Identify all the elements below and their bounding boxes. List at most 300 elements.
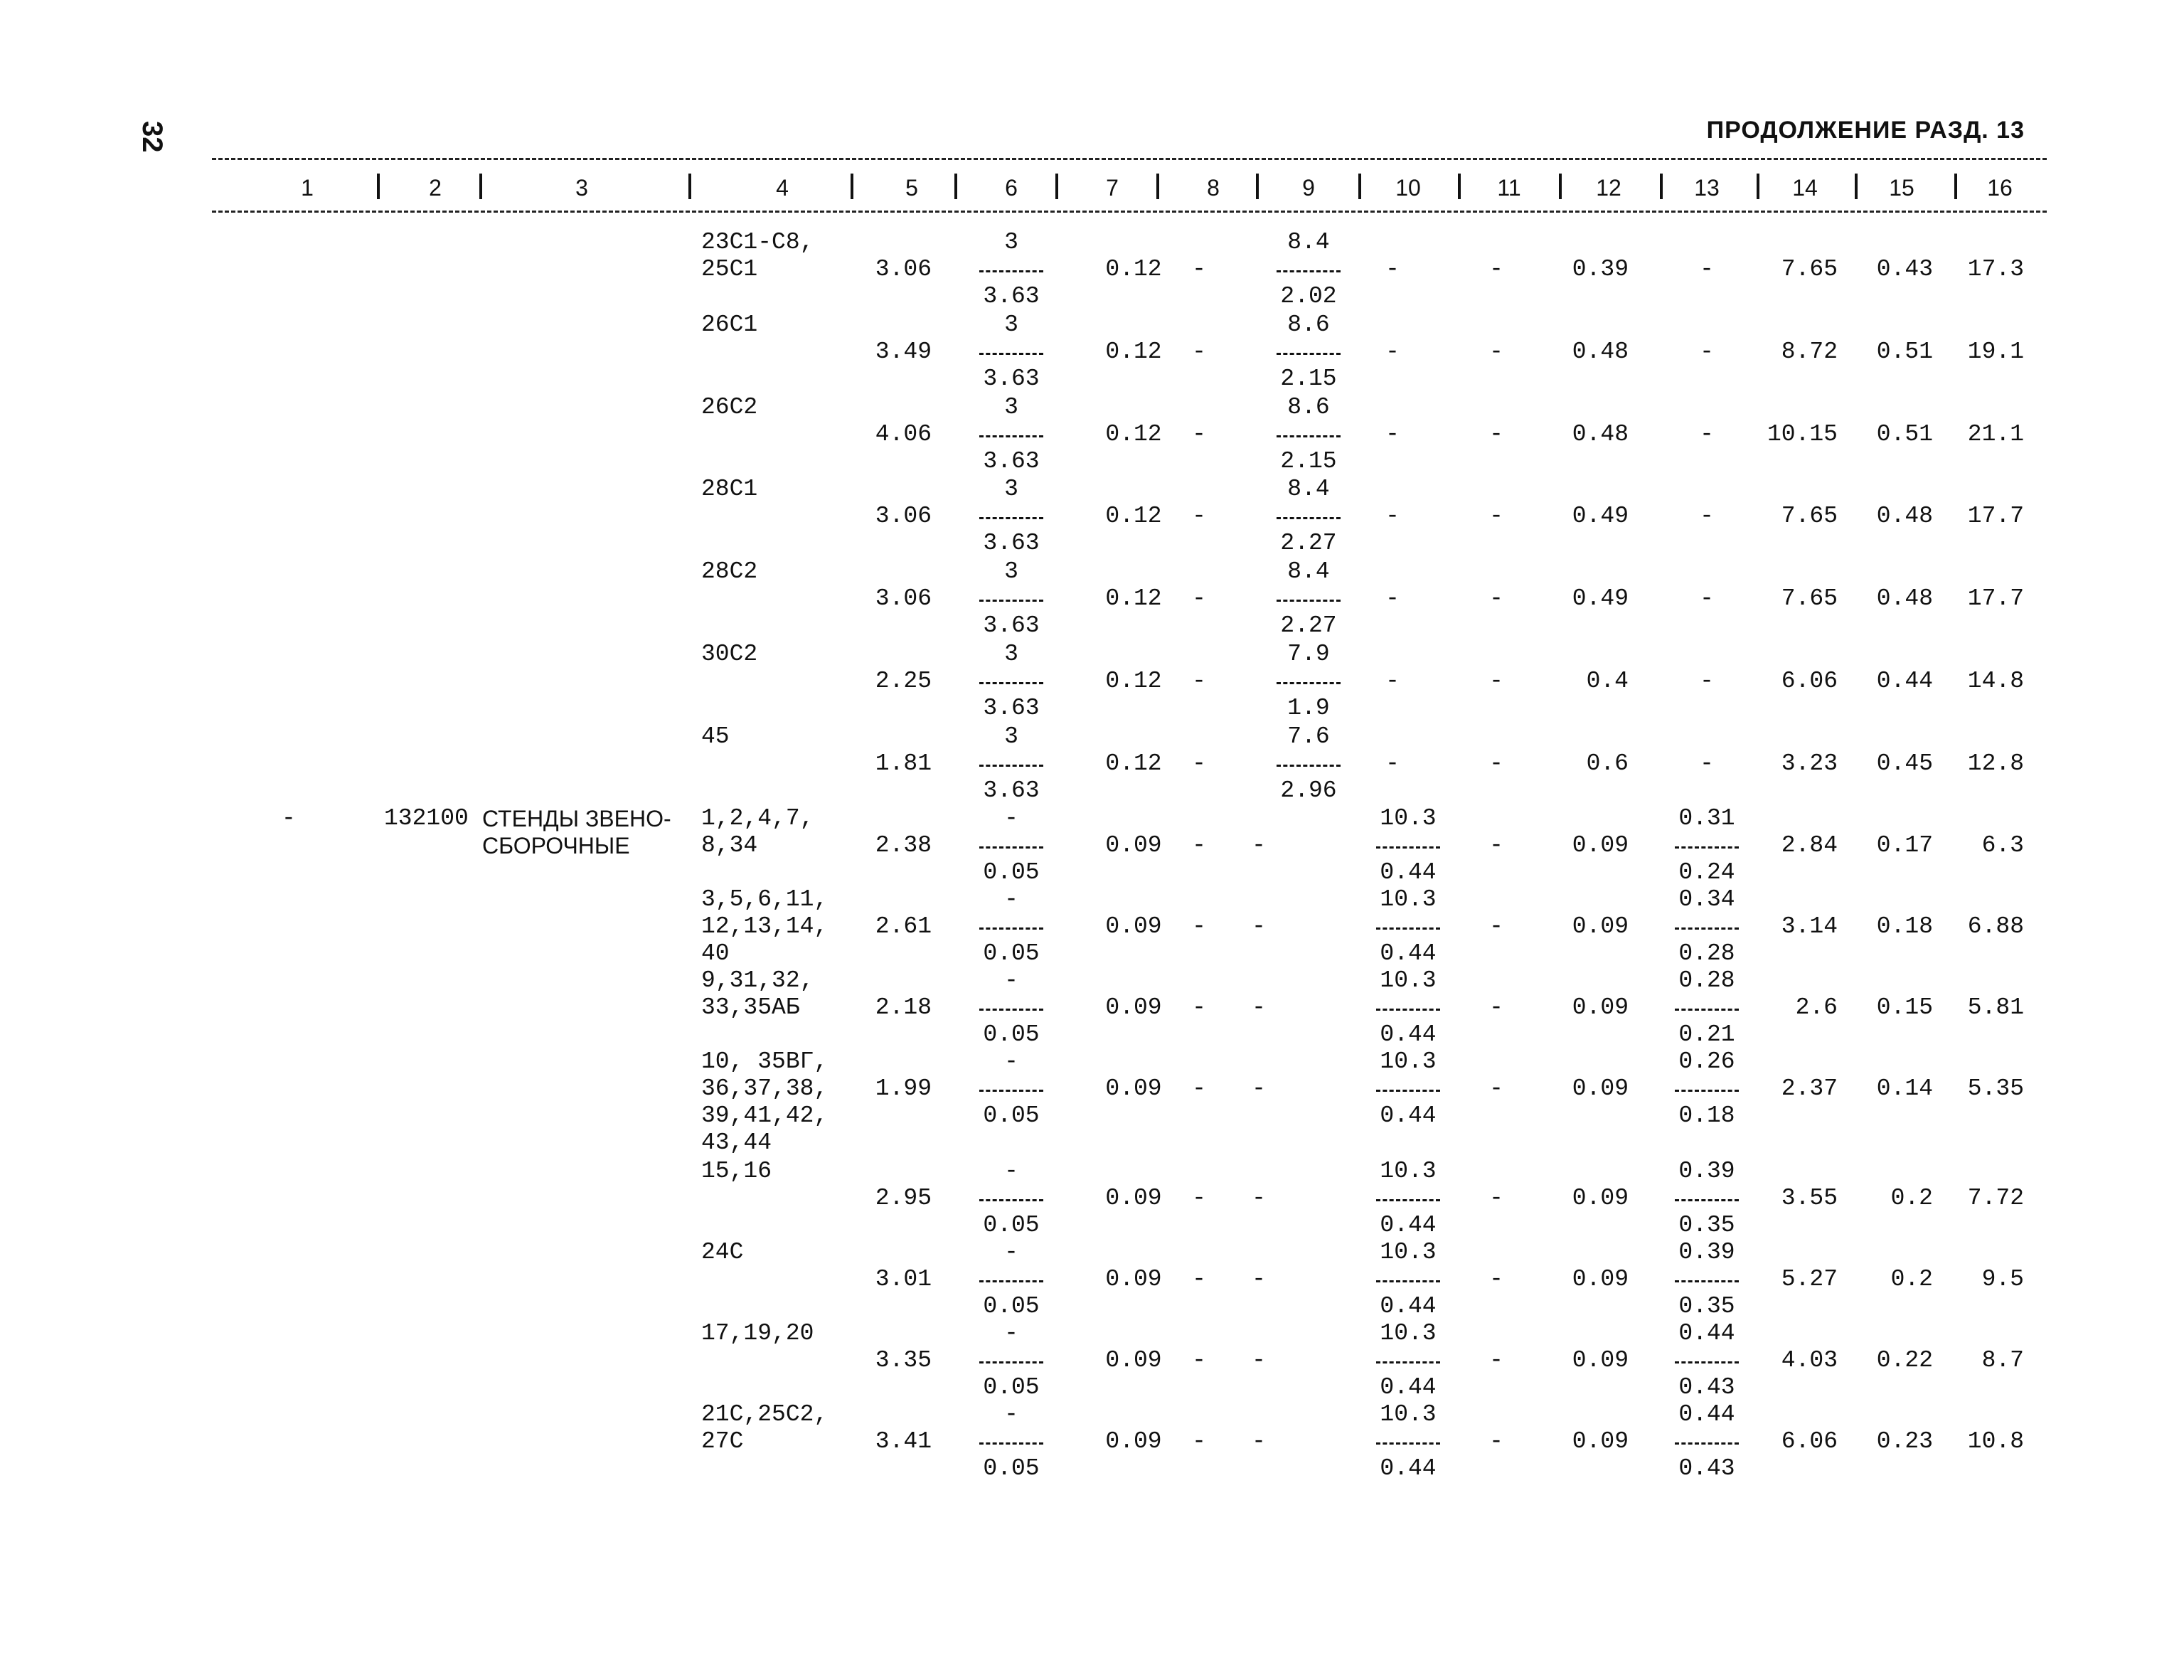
cell-col12: 0.09 — [1572, 994, 1629, 1021]
cell-col9-fraction — [1262, 723, 1355, 804]
cell-col10-fraction-bar — [1362, 994, 1454, 1021]
cell-col8: - — [1192, 420, 1206, 447]
cell-col7: 0.12 — [1105, 256, 1162, 282]
cell-col9-fraction-denominator: 2.02 — [1280, 283, 1337, 309]
cell-col6-fraction — [965, 1401, 1058, 1482]
cell-col9-fraction — [1262, 476, 1355, 557]
cell-col13: - — [1700, 256, 1714, 282]
column-header-1: 1 — [301, 175, 314, 201]
cell-col4: 21С,25С2, — [701, 1401, 829, 1428]
cell-col6-fraction-bar — [965, 832, 1058, 859]
cell-col6-fraction-bar — [965, 750, 1058, 777]
cell-col8: - — [1192, 832, 1206, 858]
cell-col6-fraction-numerator: - — [1004, 1401, 1018, 1428]
cell-col13: - — [1700, 503, 1714, 530]
cell-col6-fraction-numerator: - — [1004, 1048, 1018, 1075]
cell-col10-fraction-denominator: 0.44 — [1380, 1212, 1437, 1238]
cell-col6-fraction-bar — [965, 585, 1058, 612]
cell-col5: 2.95 — [875, 1185, 932, 1211]
cell-col10-fraction-denominator: 0.44 — [1380, 1102, 1437, 1129]
cell-col4: 40 — [701, 940, 730, 967]
cell-col6-fraction-numerator: - — [1004, 1320, 1018, 1346]
cell-col13-fraction-numerator: 0.44 — [1678, 1401, 1735, 1428]
cell-col10-fraction — [1362, 805, 1454, 886]
cell-col10-fraction-bar — [1362, 1075, 1454, 1102]
section-title: ПРОДОЛЖЕНИЕ РАЗД. 13 — [1706, 117, 2025, 144]
cell-col15: 0.51 — [1876, 420, 1933, 447]
cell-col10-fraction — [1362, 886, 1454, 967]
cell-col3-name: СТЕНДЫ ЗВЕНО- — [482, 806, 671, 831]
cell-col10-fraction — [1362, 1158, 1454, 1239]
cell-col4: 12,13,14, — [701, 913, 829, 940]
cell-col10-fraction — [1362, 1048, 1454, 1129]
cell-col10-fraction-numerator: 10.3 — [1380, 1239, 1437, 1265]
cell-col6-fraction-denominator: 3.63 — [983, 365, 1040, 392]
cell-col9-fraction-numerator: 8.4 — [1287, 476, 1330, 503]
cell-col6-fraction-numerator: - — [1004, 1158, 1018, 1184]
cell-col6-fraction-denominator: 0.05 — [983, 1374, 1040, 1400]
cell-col6-fraction-numerator: 3 — [1004, 723, 1018, 750]
cell-col4: 23С1-С8, — [701, 229, 814, 255]
cell-col10-fraction — [1362, 1401, 1454, 1482]
cell-col3-name: СБОРОЧНЫЕ — [482, 833, 630, 858]
cell-col12: 0.4 — [1586, 668, 1629, 694]
cell-col6-fraction — [965, 1320, 1058, 1401]
cell-col10-fraction-numerator: 10.3 — [1380, 1158, 1437, 1184]
column-header-16: 16 — [1987, 175, 2013, 201]
cell-col9-fraction-bar — [1262, 750, 1355, 777]
cell-col10-fraction-denominator: 0.44 — [1380, 1293, 1437, 1319]
cell-col9-fraction-bar — [1262, 256, 1355, 283]
cell-col15: 0.23 — [1876, 1428, 1933, 1455]
cell-col6-fraction-denominator: 0.05 — [983, 940, 1040, 967]
cell-col14: 3.14 — [1781, 913, 1838, 940]
cell-col6-fraction — [965, 805, 1058, 886]
cell-col4: 45 — [701, 723, 730, 750]
cell-col4: 3,5,6,11, — [701, 886, 829, 913]
cell-col6-fraction-denominator: 0.05 — [983, 1212, 1040, 1238]
cell-col5: 2.25 — [875, 668, 932, 694]
cell-col4: 43,44 — [701, 1129, 772, 1156]
cell-col15: 0.43 — [1876, 256, 1933, 282]
cell-col10: - — [1385, 750, 1400, 777]
cell-col15: 0.45 — [1876, 750, 1933, 777]
cell-col8: - — [1192, 503, 1206, 530]
cell-col12: 0.49 — [1572, 585, 1629, 612]
cell-col6-fraction-bar — [965, 339, 1058, 366]
column-header-8: 8 — [1207, 175, 1220, 201]
cell-col11: - — [1489, 420, 1503, 447]
cell-col5: 3.01 — [875, 1266, 932, 1292]
cell-col13: - — [1700, 585, 1714, 612]
column-separator — [688, 174, 691, 199]
cell-col13-fraction-numerator: 0.39 — [1678, 1158, 1735, 1184]
cell-col6-fraction-bar — [965, 1266, 1058, 1293]
cell-col12: 0.49 — [1572, 503, 1629, 530]
cell-col11: - — [1489, 1075, 1503, 1102]
cell-col16: 10.8 — [1967, 1428, 2024, 1455]
cell-col13-fraction-numerator: 0.31 — [1678, 805, 1735, 831]
cell-col8: - — [1192, 1075, 1206, 1102]
cell-col10-fraction-bar — [1362, 1347, 1454, 1374]
cell-col6-fraction-bar — [965, 913, 1058, 940]
cell-col4: 15,16 — [701, 1158, 772, 1184]
cell-col6-fraction-denominator: 3.63 — [983, 612, 1040, 639]
cell-col6-fraction-denominator: 3.63 — [983, 695, 1040, 721]
cell-col13-fraction-denominator: 0.43 — [1678, 1455, 1735, 1482]
cell-col6-fraction — [965, 1158, 1058, 1239]
cell-col6-fraction-numerator: 3 — [1004, 558, 1018, 585]
cell-col13-fraction-numerator: 0.44 — [1678, 1320, 1735, 1346]
cell-col10-fraction — [1362, 1320, 1454, 1401]
cell-col7: 0.09 — [1105, 1075, 1162, 1102]
column-separator — [377, 174, 380, 199]
cell-col10-fraction-denominator: 0.44 — [1380, 940, 1437, 967]
column-header-13: 13 — [1694, 175, 1720, 201]
cell-col14: 7.65 — [1781, 503, 1838, 530]
cell-col6-fraction-bar — [965, 668, 1058, 695]
cell-col9-fraction — [1262, 641, 1355, 722]
cell-col13-fraction-denominator: 0.24 — [1678, 859, 1735, 886]
cell-col6-fraction-numerator: 3 — [1004, 476, 1018, 503]
cell-col4: 26С2 — [701, 393, 758, 420]
column-separator — [1156, 174, 1159, 199]
cell-col6-fraction — [965, 1239, 1058, 1320]
cell-col12: 0.6 — [1586, 750, 1629, 777]
cell-col13-fraction-denominator: 0.35 — [1678, 1212, 1735, 1238]
cell-col13: - — [1700, 420, 1714, 447]
cell-col6-fraction-denominator: 0.05 — [983, 1102, 1040, 1129]
cell-col11: - — [1489, 503, 1503, 530]
cell-col10-fraction-denominator: 0.44 — [1380, 1374, 1437, 1400]
column-header-3: 3 — [575, 175, 588, 201]
cell-col8: - — [1192, 668, 1206, 694]
cell-col5: 2.38 — [875, 832, 932, 858]
cell-col8: - — [1192, 585, 1206, 612]
cell-col6-fraction-bar — [965, 994, 1058, 1021]
cell-col9: - — [1252, 1428, 1266, 1455]
column-header-4: 4 — [776, 175, 789, 201]
cell-col11: - — [1489, 832, 1503, 858]
cell-col10-fraction-denominator: 0.44 — [1380, 859, 1437, 886]
cell-col6-fraction-denominator: 3.63 — [983, 777, 1040, 804]
cell-col10: - — [1385, 256, 1400, 282]
cell-col6-fraction-numerator: 3 — [1004, 393, 1018, 420]
cell-col9-fraction-bar — [1262, 421, 1355, 448]
column-header-11: 11 — [1497, 175, 1521, 201]
cell-col10-fraction-bar — [1362, 1428, 1454, 1455]
cell-col9-fraction-denominator: 2.27 — [1280, 530, 1337, 557]
cell-col10: - — [1385, 420, 1400, 447]
cell-col4: 17,19,20 — [701, 1320, 814, 1346]
cell-col9-fraction-denominator: 2.96 — [1280, 777, 1337, 804]
cell-col6-fraction — [965, 723, 1058, 804]
cell-col7: 0.09 — [1105, 832, 1162, 858]
cell-col15: 0.14 — [1876, 1075, 1933, 1102]
cell-col2-code: 132100 — [384, 805, 469, 831]
cell-col9-fraction-bar — [1262, 585, 1355, 612]
cell-col10-fraction-bar — [1362, 1185, 1454, 1212]
cell-col8: - — [1192, 1347, 1206, 1373]
cell-col12: 0.09 — [1572, 1266, 1629, 1292]
cell-col9-fraction-denominator: 1.9 — [1287, 695, 1330, 721]
cell-col5: 3.06 — [875, 256, 932, 282]
cell-col9: - — [1252, 1185, 1266, 1211]
cell-col6-fraction-bar — [965, 503, 1058, 530]
cell-col16: 17.7 — [1967, 585, 2024, 612]
cell-col9-fraction — [1262, 312, 1355, 393]
cell-col14: 4.03 — [1781, 1347, 1838, 1373]
cell-col7: 0.09 — [1105, 994, 1162, 1021]
cell-col6-fraction — [965, 476, 1058, 557]
cell-col10-fraction-denominator: 0.44 — [1380, 1021, 1437, 1048]
cell-col16: 14.8 — [1967, 668, 2024, 694]
cell-col15: 0.51 — [1876, 338, 1933, 365]
cell-col15: 0.17 — [1876, 832, 1933, 858]
cell-col14: 2.37 — [1781, 1075, 1838, 1102]
cell-col9-fraction-numerator: 8.6 — [1287, 393, 1330, 420]
cell-col6-fraction-denominator: 3.63 — [983, 530, 1040, 557]
column-separator — [1358, 174, 1361, 199]
cell-col8: - — [1192, 1185, 1206, 1211]
column-header-7: 7 — [1106, 175, 1119, 201]
cell-col15: 0.48 — [1876, 503, 1933, 530]
cell-col10: - — [1385, 338, 1400, 365]
column-separator — [479, 174, 482, 199]
cell-col11: - — [1489, 1266, 1503, 1292]
cell-col6-fraction-numerator: - — [1004, 967, 1018, 994]
cell-col10-fraction-denominator: 0.44 — [1380, 1455, 1437, 1482]
cell-col7: 0.09 — [1105, 1266, 1162, 1292]
column-header-14: 14 — [1792, 175, 1818, 201]
cell-col12: 0.09 — [1572, 832, 1629, 858]
cell-col16: 12.8 — [1967, 750, 2024, 777]
cell-col14: 7.65 — [1781, 585, 1838, 612]
cell-col10-fraction-numerator: 10.3 — [1380, 886, 1437, 913]
cell-col6-fraction — [965, 1048, 1058, 1129]
cell-col11: - — [1489, 913, 1503, 940]
cell-col13-fraction-denominator: 0.28 — [1678, 940, 1735, 967]
cell-col4: 24С — [701, 1239, 744, 1265]
cell-col6-fraction-denominator: 3.63 — [983, 447, 1040, 474]
cell-col4: 8,34 — [701, 832, 758, 858]
cell-col9: - — [1252, 1075, 1266, 1102]
cell-col14: 5.27 — [1781, 1266, 1838, 1292]
cell-col6-fraction — [965, 394, 1058, 475]
cell-col12: 0.09 — [1572, 1428, 1629, 1455]
cell-col9-fraction-numerator: 8.4 — [1287, 558, 1330, 585]
cell-col4: 28С1 — [701, 476, 758, 503]
cell-col8: - — [1192, 338, 1206, 365]
cell-col16: 5.35 — [1967, 1075, 2024, 1102]
cell-col16: 5.81 — [1967, 994, 2024, 1021]
cell-col12: 0.39 — [1572, 256, 1629, 282]
cell-col14: 2.6 — [1795, 994, 1838, 1021]
cell-col6-fraction-denominator: 0.05 — [983, 1021, 1040, 1048]
cell-col16: 9.5 — [1981, 1266, 2024, 1292]
cell-col10-fraction-bar — [1362, 913, 1454, 940]
cell-col11: - — [1489, 750, 1503, 777]
cell-col16: 17.7 — [1967, 503, 2024, 530]
cell-col13-fraction-denominator: 0.18 — [1678, 1102, 1735, 1129]
cell-col9-fraction-bar — [1262, 503, 1355, 530]
cell-col10-fraction-numerator: 10.3 — [1380, 1320, 1437, 1346]
cell-col15: 0.2 — [1890, 1185, 1933, 1211]
cell-col7: 0.12 — [1105, 420, 1162, 447]
cell-col6-fraction-bar — [965, 256, 1058, 283]
column-separator — [1055, 174, 1058, 199]
cell-col5: 3.06 — [875, 503, 932, 530]
cell-col13-fraction-numerator: 0.34 — [1678, 886, 1735, 913]
cell-col16: 8.7 — [1981, 1347, 2024, 1373]
cell-col6-fraction-numerator: - — [1004, 886, 1018, 913]
cell-col13-fraction-numerator: 0.28 — [1678, 967, 1735, 994]
cell-col10-fraction — [1362, 1239, 1454, 1320]
cell-col5: 3.35 — [875, 1347, 932, 1373]
cell-col4: 26С1 — [701, 311, 758, 338]
cell-col5: 1.99 — [875, 1075, 932, 1102]
cell-col6-fraction-numerator: - — [1004, 805, 1018, 831]
cell-col12: 0.09 — [1572, 1185, 1629, 1211]
cell-col7: 0.09 — [1105, 1428, 1162, 1455]
cell-col6-fraction-bar — [965, 1347, 1058, 1374]
cell-col7: 0.12 — [1105, 338, 1162, 365]
column-header-15: 15 — [1889, 175, 1914, 201]
cell-col9-fraction — [1262, 394, 1355, 475]
cell-col12: 0.48 — [1572, 420, 1629, 447]
cell-col9: - — [1252, 1266, 1266, 1292]
cell-col9-fraction — [1262, 558, 1355, 639]
cell-col7: 0.12 — [1105, 503, 1162, 530]
cell-col5: 1.81 — [875, 750, 932, 777]
cell-col6-fraction-numerator: 3 — [1004, 229, 1018, 255]
cell-col8: - — [1192, 913, 1206, 940]
cell-col5: 2.18 — [875, 994, 932, 1021]
cell-col9: - — [1252, 994, 1266, 1021]
cell-col8: - — [1192, 1428, 1206, 1455]
cell-col9-fraction-numerator: 7.6 — [1287, 723, 1330, 750]
column-separator — [1855, 174, 1858, 199]
cell-col14: 3.55 — [1781, 1185, 1838, 1211]
cell-col15: 0.48 — [1876, 585, 1933, 612]
column-header-2: 2 — [429, 175, 442, 201]
cell-col9: - — [1252, 913, 1266, 940]
cell-col15: 0.44 — [1876, 668, 1933, 694]
cell-col12: 0.09 — [1572, 913, 1629, 940]
column-separator — [954, 174, 957, 199]
cell-col4: 28С2 — [701, 558, 758, 585]
cell-col12: 0.09 — [1572, 1075, 1629, 1102]
cell-col6-fraction-denominator: 0.05 — [983, 1293, 1040, 1319]
cell-col7: 0.12 — [1105, 585, 1162, 612]
cell-col4: 10, 35ВГ, — [701, 1048, 829, 1075]
cell-col10-fraction-numerator: 10.3 — [1380, 1401, 1437, 1428]
cell-col9-fraction-bar — [1262, 668, 1355, 695]
cell-col13-fraction-denominator: 0.35 — [1678, 1293, 1735, 1319]
cell-col13: - — [1700, 338, 1714, 365]
cell-col9-fraction-denominator: 2.15 — [1280, 447, 1337, 474]
column-separator — [1954, 174, 1957, 199]
cell-col11: - — [1489, 668, 1503, 694]
cell-col6-fraction-numerator: 3 — [1004, 311, 1018, 338]
cell-col10: - — [1385, 585, 1400, 612]
cell-col4: 30С2 — [701, 641, 758, 667]
cell-col13: - — [1700, 668, 1714, 694]
cell-col15: 0.18 — [1876, 913, 1933, 940]
cell-col4: 9,31,32, — [701, 967, 814, 994]
cell-col6-fraction-bar — [965, 1185, 1058, 1212]
cell-col9: - — [1252, 832, 1266, 858]
column-separator — [851, 174, 853, 199]
cell-col16: 6.88 — [1967, 913, 2024, 940]
cell-col6-fraction — [965, 312, 1058, 393]
cell-col6-fraction — [965, 967, 1058, 1048]
cell-col11: - — [1489, 338, 1503, 365]
cell-col7: 0.09 — [1105, 913, 1162, 940]
cell-col9-fraction-numerator: 8.4 — [1287, 229, 1330, 255]
cell-col10: - — [1385, 668, 1400, 694]
cell-col10: - — [1385, 503, 1400, 530]
cell-col16: 19.1 — [1967, 338, 2024, 365]
cell-col16: 6.3 — [1981, 832, 2024, 858]
cell-col9: - — [1252, 1347, 1266, 1373]
cell-col9-fraction-denominator: 2.15 — [1280, 365, 1337, 392]
cell-col13-fraction-denominator: 0.43 — [1678, 1374, 1735, 1400]
cell-col6-fraction-denominator: 0.05 — [983, 1455, 1040, 1482]
cell-col10-fraction — [1362, 967, 1454, 1048]
cell-col5: 3.49 — [875, 338, 932, 365]
column-header-10: 10 — [1395, 175, 1421, 201]
cell-col8: - — [1192, 1266, 1206, 1292]
column-separator — [1757, 174, 1759, 199]
cell-col14: 6.06 — [1781, 668, 1838, 694]
cell-col7: 0.12 — [1105, 750, 1162, 777]
cell-col11: - — [1489, 1185, 1503, 1211]
column-separator — [1256, 174, 1259, 199]
cell-col7: 0.12 — [1105, 668, 1162, 694]
cell-col6-fraction-bar — [965, 1428, 1058, 1455]
cell-col15: 0.2 — [1890, 1266, 1933, 1292]
column-header-6: 6 — [1005, 175, 1018, 201]
cell-col11: - — [1489, 994, 1503, 1021]
cell-col6-fraction-bar — [965, 1075, 1058, 1102]
cell-col7: 0.09 — [1105, 1185, 1162, 1211]
cell-col5: 2.61 — [875, 913, 932, 940]
cell-col13-fraction-numerator: 0.26 — [1678, 1048, 1735, 1075]
cell-col10-fraction-bar — [1362, 1266, 1454, 1293]
column-header-9: 9 — [1302, 175, 1315, 201]
cell-col14: 7.65 — [1781, 256, 1838, 282]
cell-col1: - — [282, 805, 296, 831]
cell-col6-fraction — [965, 641, 1058, 722]
cell-col4: 36,37,38, — [701, 1075, 829, 1102]
cell-col6-fraction — [965, 558, 1058, 639]
cell-col9-fraction-numerator: 8.6 — [1287, 311, 1330, 338]
cell-col11: - — [1489, 256, 1503, 282]
cell-col14: 6.06 — [1781, 1428, 1838, 1455]
cell-col14: 2.84 — [1781, 832, 1838, 858]
cell-col6-fraction-numerator: 3 — [1004, 641, 1018, 667]
cell-col14: 3.23 — [1781, 750, 1838, 777]
cell-col9-fraction-bar — [1262, 339, 1355, 366]
cell-col12: 0.09 — [1572, 1347, 1629, 1373]
cell-col5: 3.06 — [875, 585, 932, 612]
cell-col6-fraction — [965, 229, 1058, 310]
cell-col13-fraction-denominator: 0.21 — [1678, 1021, 1735, 1048]
cell-col7: 0.09 — [1105, 1347, 1162, 1373]
cell-col9-fraction — [1262, 229, 1355, 310]
cell-col13-fraction-numerator: 0.39 — [1678, 1239, 1735, 1265]
